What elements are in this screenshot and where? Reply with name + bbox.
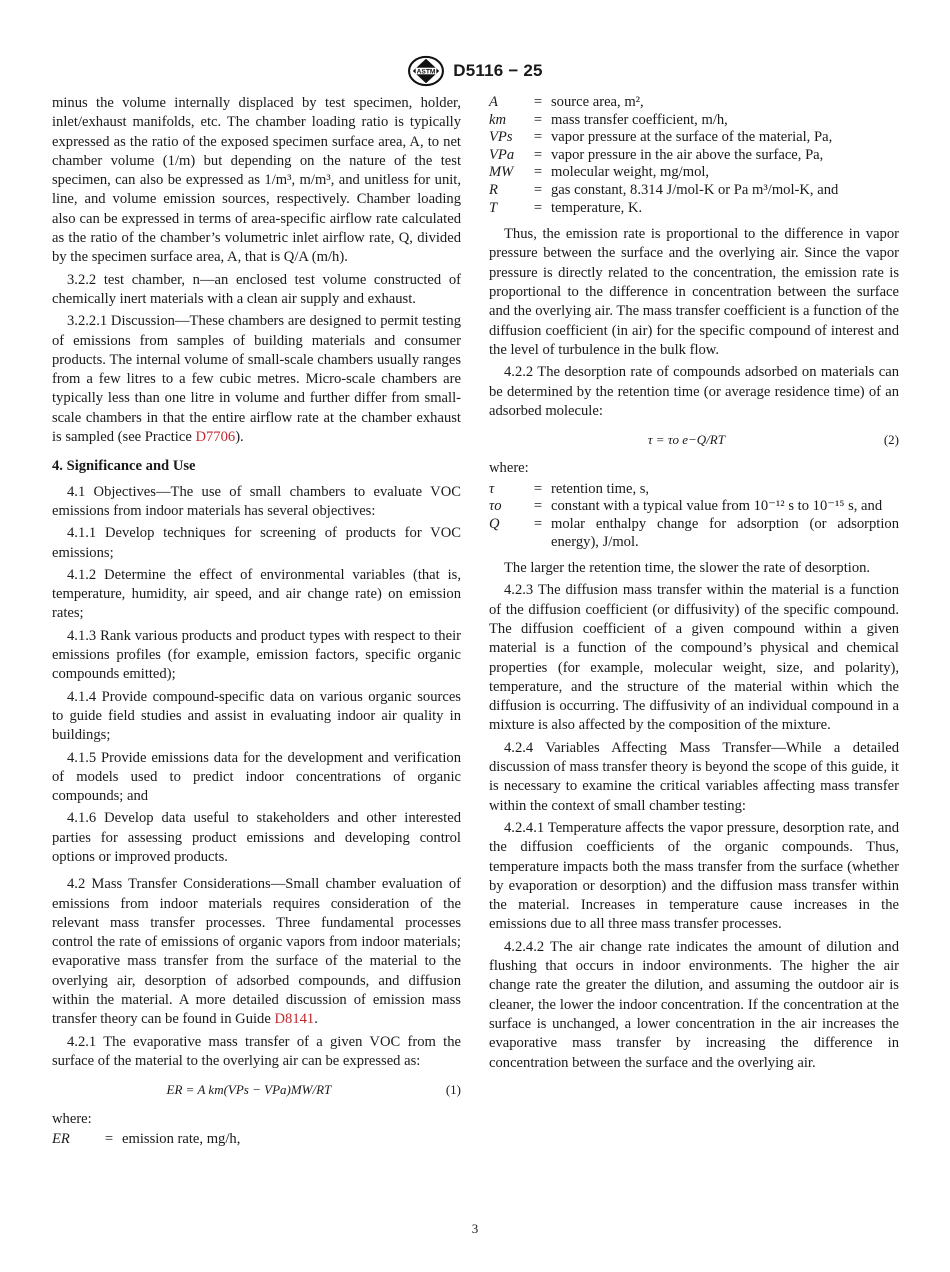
definition-row bbox=[489, 147, 899, 165]
definition-text: gas constant, 8.314 J/mol-K or Pa m³/mol-K, and bbox=[551, 181, 839, 198]
definitions-table-eq1-right bbox=[489, 94, 899, 217]
definition-text: emission rate, mg/h, bbox=[122, 1130, 241, 1147]
definition-text: vapor pressure at the surface of the material, Pa, bbox=[551, 129, 833, 146]
definition-text: temperature, K. bbox=[551, 199, 643, 216]
where-label: where: bbox=[52, 1110, 92, 1127]
document-designation: D5116 − 25 bbox=[453, 61, 543, 80]
equation-2-number: (2) bbox=[883, 432, 899, 448]
equation-2-expression: τ = τo e−Q/RT bbox=[647, 432, 725, 448]
definition-symbol: Q bbox=[489, 515, 500, 532]
where-label: where: bbox=[489, 460, 529, 477]
definition-equals: = bbox=[533, 146, 543, 163]
paragraph-text: ). bbox=[235, 429, 244, 446]
definitions-table-eq1-left bbox=[52, 1131, 461, 1149]
definition-row bbox=[489, 182, 899, 200]
definition-symbol: km bbox=[489, 111, 507, 128]
definition-equals: = bbox=[533, 94, 543, 110]
paragraph-4-2-1: 4.2.1 The evaporative mass transfer of a given VOC from the surface of the material to the overlying air can be expressed as: bbox=[52, 1033, 461, 1069]
paragraph-4-2 bbox=[52, 875, 461, 1029]
right-column bbox=[489, 94, 899, 1076]
equation-1 bbox=[52, 1080, 461, 1099]
definition-row bbox=[489, 112, 899, 130]
paragraph-4-2-4-1: 4.2.4.1 Temperature affects the vapor pressure, desorption rate, and the diffusion coefficients of the organic compounds. Thus, temperature impacts both the mass transfer from the surface (whether by evaporation or desorption) and the diffusion mass transfer within the material. Increases in temperature cause increases in the emissions due to all three mass transfer processes. bbox=[489, 819, 899, 933]
paragraph-3-2-2-1 bbox=[52, 312, 461, 447]
paragraph-text: 4.2 Mass Transfer Considerations—Small chamber evaluation of emissions from indoor materials requires consideration of the relevant mass transfer processes. Three fundamental processes control the rate of emissions of organic vapors from indoor materials; evaporative mass transfer from the surface of the material to the overlying air, desorption of adsorbed compounds, and diffusion within the material. A more detailed discussion of emission mass transfer theory can be found in Guide bbox=[52, 876, 461, 1028]
left-column bbox=[52, 94, 461, 1156]
definition-text: source area, m², bbox=[551, 94, 644, 110]
definition-symbol: R bbox=[489, 181, 498, 198]
equation-2 bbox=[489, 430, 899, 449]
definition-row bbox=[489, 498, 899, 516]
definition-text: retention time, s, bbox=[551, 480, 650, 497]
definition-equals: = bbox=[533, 498, 543, 515]
paragraph-3-2-2: 3.2.2 test chamber, n—an enclosed test volume constructed of chemically inert materials with a clean air supply and exhaust. bbox=[52, 271, 461, 307]
definition-symbol: MW bbox=[489, 164, 514, 181]
definition-symbol: τ bbox=[489, 480, 495, 497]
definition-row bbox=[489, 481, 899, 499]
paragraph-4-2-3: 4.2.3 The diffusion mass transfer within the material is a function of the diffusion coefficient (or diffusivity) of the specific compound. The diffusion coefficient of a given compound within a given material is a function of the compound’s physical and chemical properties (for example, molecular weight, size, and polarity), temperature, and the structure of the material within which the diffusion is occurring. The diffusivity of an individual compound in a mixture is also affected by the composition of the mixture. bbox=[489, 582, 899, 734]
equation-1-number: (1) bbox=[445, 1082, 461, 1098]
paragraph-thus: Thus, the emission rate is proportional to the difference in vapor pressure between the surface and the overlying air. Since the vapor pressure is directly related to the concentration, the emission rate is proportional to the difference in concentration between the surface and the overlying air. The mass transfer coefficient is a function of the diffusion coefficient (in air) for the specific compound of interest and the level of turbulence in the bulk flow. bbox=[489, 226, 899, 358]
definition-symbol: VPa bbox=[489, 146, 515, 163]
paragraph-text: . bbox=[314, 1011, 318, 1028]
astm-logo-icon bbox=[407, 55, 445, 87]
definition-equals: = bbox=[533, 129, 543, 146]
definition-symbol: ER bbox=[52, 1130, 70, 1147]
definition-symbol: τo bbox=[489, 498, 502, 515]
paragraph-4-2-4-2: 4.2.4.2 The air change rate indicates the amount of dilution and flushing that occurs in indoor environments. The higher the air change rate the greater the dilution, and assuming the outdoor air is cleaner, the lower the indoor concentration. If the concentration at the surface is unchanged, a lower concentration in the air increases the evaporative mass transfer by increasing the difference in concentration between the surface and the overlying air. bbox=[489, 938, 899, 1071]
definition-equals: = bbox=[533, 515, 543, 532]
definition-row bbox=[52, 1131, 461, 1149]
reference-link-d8141[interactable]: D8141 bbox=[274, 1011, 315, 1028]
definition-row bbox=[489, 129, 899, 147]
definition-text: constant with a typical value from 10⁻¹² s to 10⁻¹⁵ s, and bbox=[551, 498, 883, 515]
definition-equals: = bbox=[533, 111, 543, 128]
section-heading-4: 4. Significance and Use bbox=[52, 458, 196, 475]
definition-symbol: VPs bbox=[489, 129, 513, 146]
definition-equals: = bbox=[533, 164, 543, 181]
paragraph-4-1: 4.1 Objectives—The use of small chambers to evaluate VOC emissions from indoor materials has several objectives: bbox=[52, 483, 461, 519]
definition-row bbox=[489, 516, 899, 551]
definition-text: molecular weight, mg/mol, bbox=[551, 164, 710, 181]
equation-1-expression: ER = A km(VPs − VPa)MW/RT bbox=[166, 1082, 332, 1098]
paragraph-4-2-2: 4.2.2 The desorption rate of compounds adsorbed on materials can be determined by the retention time (or average residence time) of an adsorbed molecule: bbox=[489, 364, 899, 419]
definition-equals: = bbox=[104, 1130, 114, 1147]
definition-text: mass transfer coefficient, m/h, bbox=[551, 111, 728, 128]
page-number: 3 bbox=[471, 1221, 479, 1236]
paragraph-4-2-4: 4.2.4 Variables Affecting Mass Transfer—While a detailed discussion of mass transfer theory is beyond the scope of this guide, it is necessary to examine the critical variables affecting mass transfer within the context of small chamber testing: bbox=[489, 739, 899, 814]
paragraph-3-2-1-continued: minus the volume internally displaced by test specimen, holder, inlet/exhaust manifolds, etc. The chamber loading ratio is typically expressed as the ratio of the exposed specimen surface area, A, to net chamber volume (1/m) but depending on the nature of the test specimen, can also be expressed as 1/m³, m/m³, and unitless for unit, line, and volume emission sources, respectively. Chamber loading also can be expressed in terms of area-specific airflow rate calculated as the ratio of the chamber’s volumetric inlet airflow rate, Q, divided by the specimen surface area, A, that is Q/A (m/h). bbox=[52, 95, 461, 266]
reference-link-d7706[interactable]: D7706 bbox=[195, 429, 236, 446]
paragraph-4-1-1: 4.1.1 Develop techniques for screening of products for VOC emissions; bbox=[52, 525, 461, 561]
page-header bbox=[0, 54, 950, 88]
paragraph-larger: The larger the retention time, the slower the rate of desorption. bbox=[504, 560, 871, 577]
definition-symbol: T bbox=[489, 199, 498, 216]
definition-equals: = bbox=[533, 199, 543, 216]
paragraph-4-1-3: 4.1.3 Rank various products and product types with respect to their emissions profiles (for example, emission factors, specific organic compounds emitted); bbox=[52, 627, 461, 683]
definition-row bbox=[489, 200, 899, 218]
paragraph-4-1-5: 4.1.5 Provide emissions data for the development and verification of models used to predict indoor concentrations of organic compounds; and bbox=[52, 749, 461, 805]
paragraph-4-1-2: 4.1.2 Determine the effect of environmental variables (that is, temperature, humidity, air speed, and air change rate) on emission rates; bbox=[52, 566, 461, 622]
definition-equals: = bbox=[533, 181, 543, 198]
definition-text: vapor pressure in the air above the surface, Pa, bbox=[551, 146, 824, 163]
svg-text:ASTM: ASTM bbox=[416, 68, 436, 76]
definition-symbol: A bbox=[489, 94, 498, 110]
paragraph-text: 3.2.2.1 Discussion—These chambers are designed to permit testing of emissions from samples of building materials and consumer products. The internal volume of small-scale chambers usually ranges from a few litres to a few cubic metres. Micro-scale chambers are typically less than one litre in volume and further differ from small-scale chambers in that the entire airflow rate at the chamber exhaust is sampled (see Practice bbox=[52, 313, 461, 446]
paragraph-4-1-6: 4.1.6 Develop data useful to stakeholders and other interested parties for assessing product emissions and developing control options or improved products. bbox=[52, 810, 461, 865]
definition-row bbox=[489, 164, 899, 182]
definition-equals: = bbox=[533, 480, 543, 497]
paragraph-4-1-4: 4.1.4 Provide compound-specific data on various organic sources to guide field studies and assist in evaluating indoor air quality in buildings; bbox=[52, 688, 461, 744]
definition-text: molar enthalpy change for adsorption (or adsorption energy), J/mol. bbox=[551, 515, 899, 550]
definition-row bbox=[489, 94, 899, 112]
definitions-table-eq2 bbox=[489, 481, 899, 551]
